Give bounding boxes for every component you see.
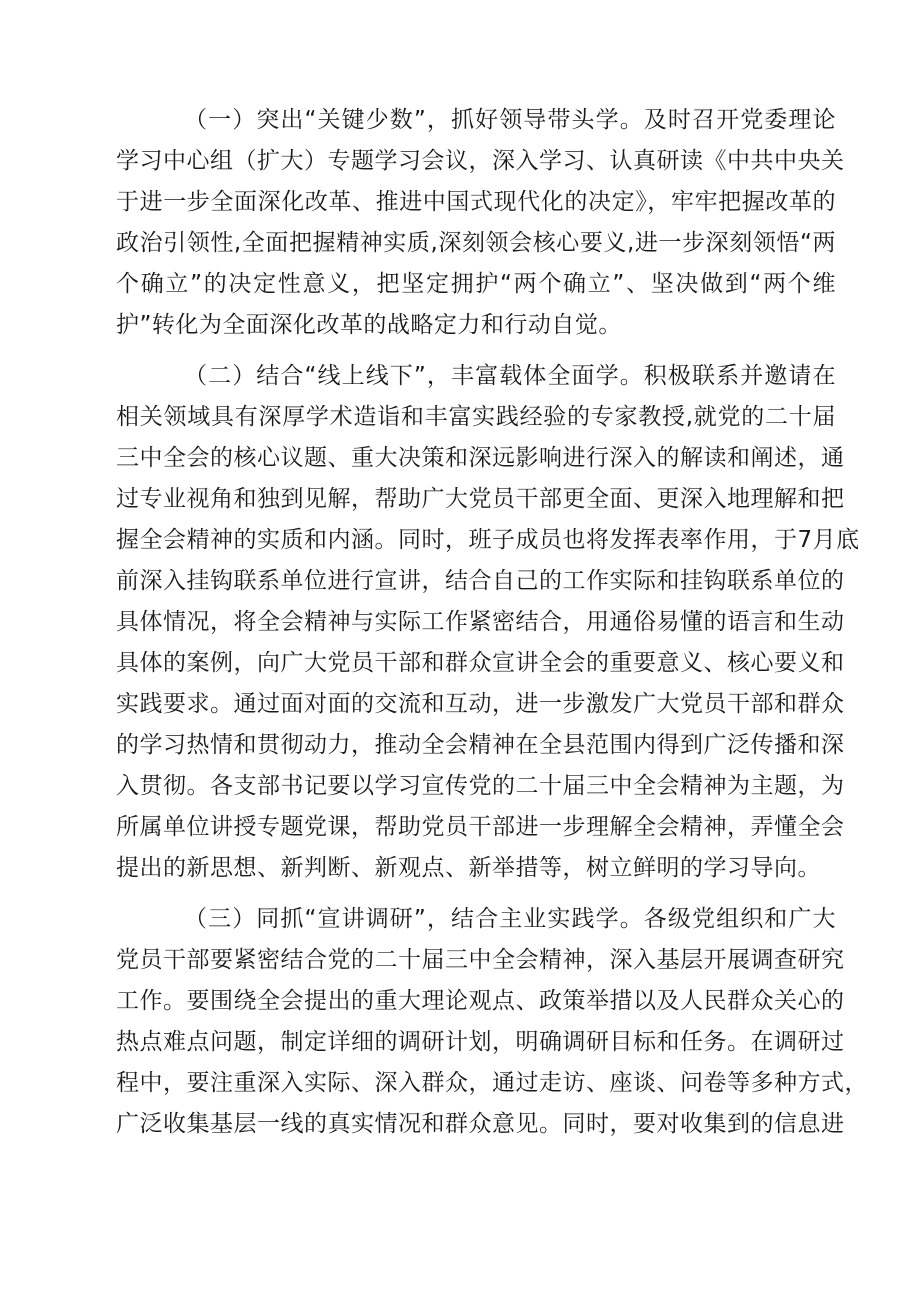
text-line: 程中，要注重深入实际、深入群众，通过走访、座谈、问卷等多种方式， [116, 1070, 868, 1096]
text-line: 入贯彻。各支部书记要以学习宣传党的二十届三中全会精神为主题，为 [116, 773, 845, 799]
text-line: 具体的案例，向广大党员干部和群众宣讲全会的重要意义、核心要义和 [116, 650, 845, 676]
text-line: （一）突出“关键少数”，抓好领导带头学。及时召开党委理论 [184, 107, 836, 133]
text-line: （三）同抓“宣讲调研”，结合主业实践学。各级党组织和广大 [184, 906, 836, 932]
text-line: 三中全会的核心议题、重大决策和深远影响进行深入的解读和阐述，通 [116, 445, 845, 471]
text-line: 于进一步全面深化改革、推进中国式现代化的决定》，牢牢把握改革的 [116, 189, 836, 215]
text-line: 具体情况，将全会精神与实际工作紧密结合，用通俗易懂的语言和生动 [116, 609, 845, 635]
text-line: 实践要求。通过面对面的交流和互动，进一步激发广大党员干部和群众 [116, 691, 845, 717]
text-line: 的学习热情和贯彻动力，推动全会精神在全县范围内得到广泛传播和深 [116, 732, 845, 758]
text-line: 政治引领性,全面把握精神实质,深刻领会核心要义,进一步深刻领悟“两 [116, 230, 836, 256]
text-line: 学习中心组（扩大）专题学习会议，深入学习、认真研读《中共中央关 [116, 148, 845, 174]
text-line: 所属单位讲授专题党课，帮助党员干部进一步理解全会精神，弄懂全会 [116, 814, 845, 840]
text-line: 过专业视角和独到见解，帮助广大党员干部更全面、更深入地理解和把 [116, 486, 845, 512]
text-line: 工作。要围绕全会提出的重大理论观点、政策举措以及人民群众关心的 [116, 988, 845, 1014]
text-line: 护”转化为全面深化改革的战略定力和行动自觉。 [116, 312, 622, 338]
text-line: 个确立”的决定性意义，把坚定拥护“两个确立”、坚决做到“两个维 [116, 271, 836, 297]
text-line: 广泛收集基层一线的真实情况和群众意见。同时，要对收集到的信息进 [116, 1111, 845, 1137]
text-line: （二）结合“线上线下”，丰富载体全面学。积极联系并邀请在 [184, 363, 836, 389]
text-line: 前深入挂钩联系单位进行宣讲，结合自己的工作实际和挂钩联系单位的 [116, 568, 845, 594]
text-line: 热点难点问题，制定详细的调研计划，明确调研目标和任务。在调研过 [116, 1029, 845, 1055]
text-line: 党员干部要紧密结合党的二十届三中全会精神，深入基层开展调查研究 [116, 947, 845, 973]
text-line: 握全会精神的实质和内涵。同时，班子成员也将发挥表率作用，于7月底 [116, 527, 860, 553]
text-line: 提出的新思想、新判断、新观点、新举措等，树立鲜明的学习导向。 [116, 855, 821, 881]
text-line: 相关领域具有深厚学术造诣和丰富实践经验的专家教授,就党的二十届 [116, 404, 836, 430]
